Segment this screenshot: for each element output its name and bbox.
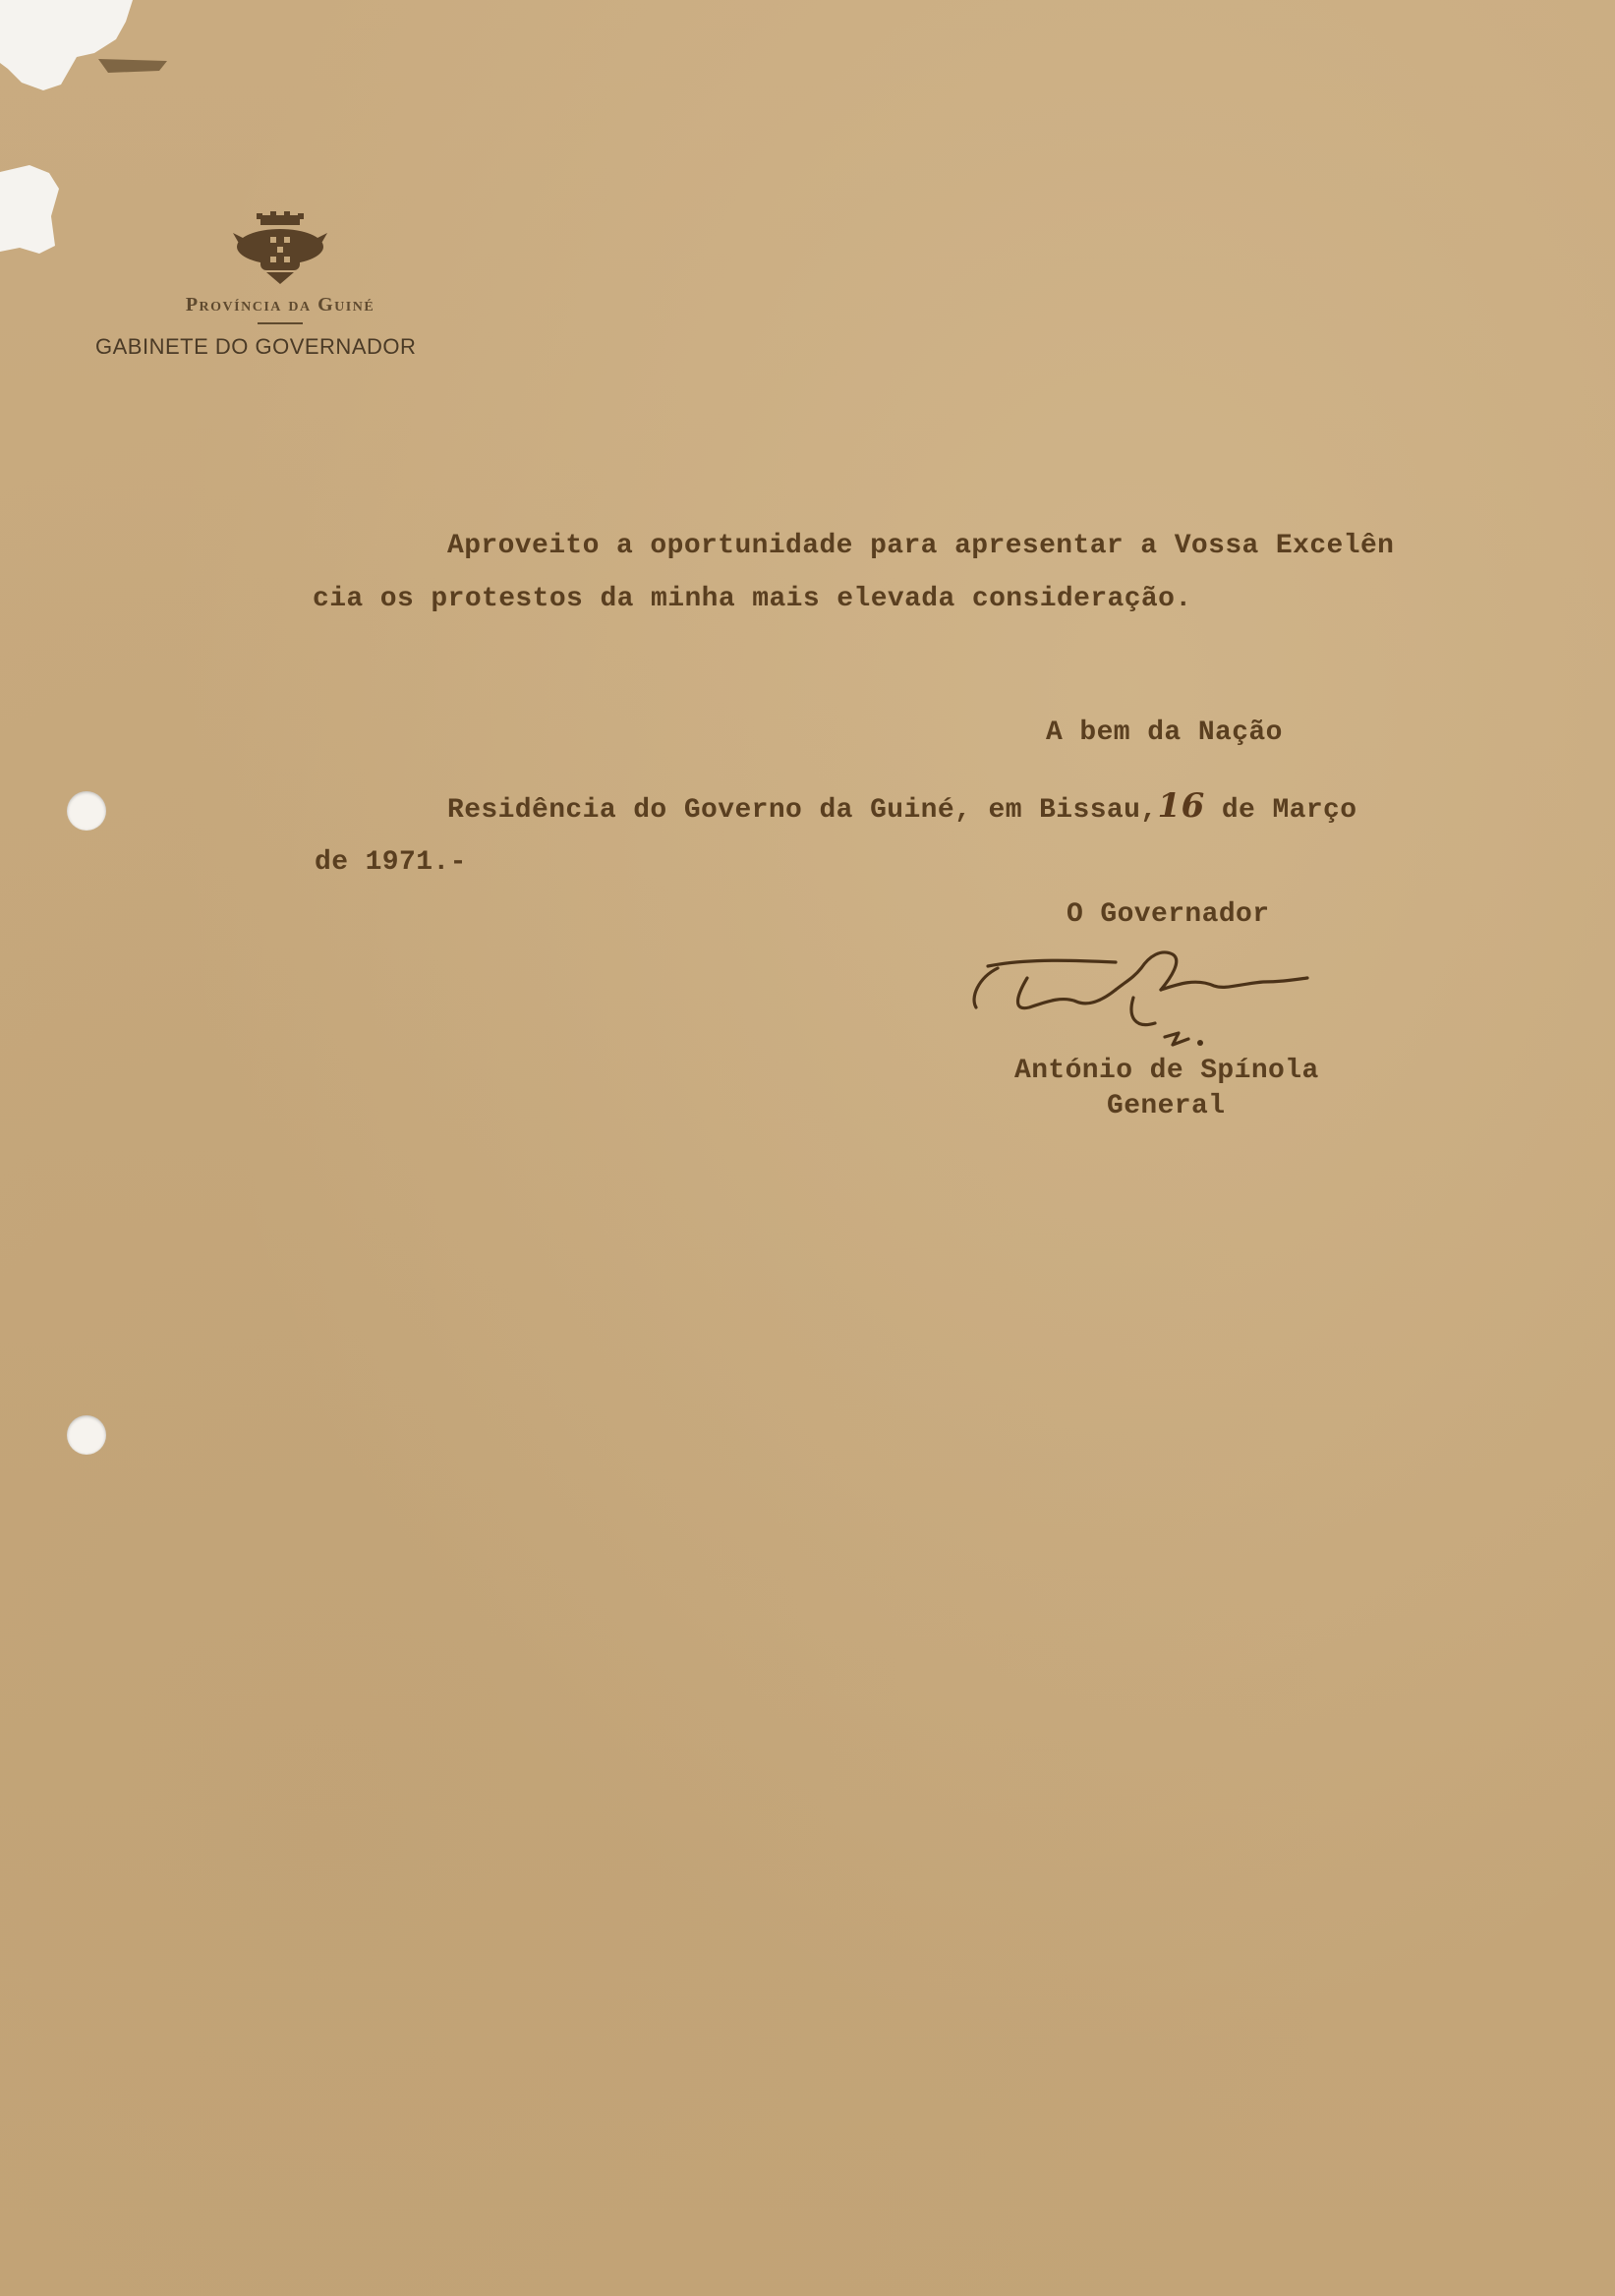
office-title: GABINETE DO GOVERNADOR [95,334,417,359]
signatory-title: O Governador [1067,899,1270,930]
punch-hole-upper [67,791,106,831]
punch-hole-lower [67,1415,106,1455]
body-line-2: cia os protestos da minha mais elevada consideração. [313,584,1192,614]
signatory-rank: General [1107,1091,1226,1121]
letterhead-divider [258,322,303,324]
dateline-line-1 [447,786,1356,826]
signatory-name: António de Spínola [1014,1056,1319,1086]
dateline-prefix: Residência do Governo da Guiné, em Bissau, [447,795,1158,826]
dateline-line-2: de 1971.- [315,847,467,878]
salutation: A bem da Nação [1046,718,1283,748]
letterhead [93,211,467,360]
coat-of-arms-icon [231,211,329,288]
handwritten-day: 16 [1157,786,1205,826]
dateline-suffix: de Março [1221,795,1357,826]
body-line-1: Aproveito a oportunidade para apresentar a Vossa Excelên [447,531,1395,561]
handwritten-signature [968,939,1332,1052]
province-name: Província da Guiné [185,294,375,316]
